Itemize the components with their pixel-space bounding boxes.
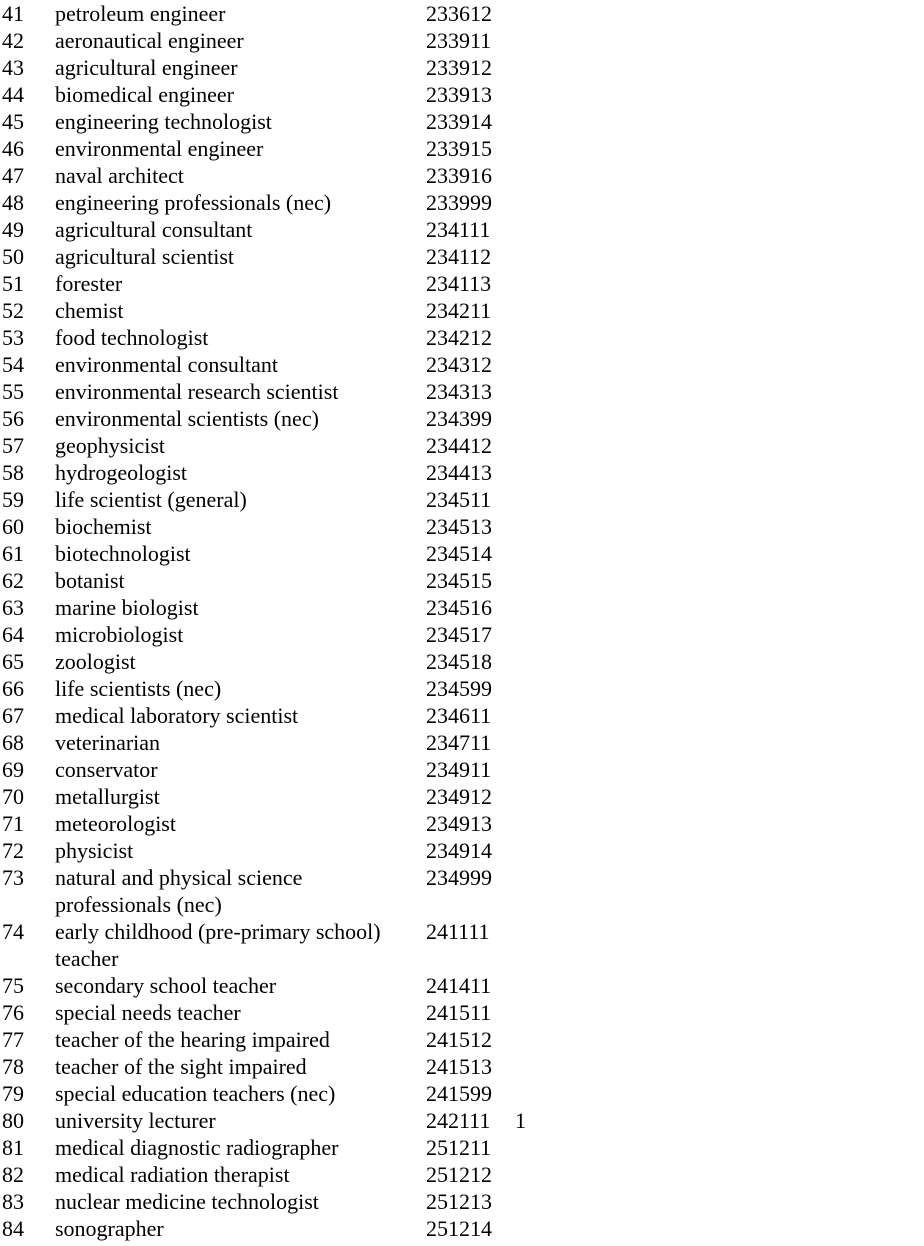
occupation-name [55, 486, 415, 513]
occupation-code: 234711 [426, 730, 492, 755]
table-row [0, 918, 924, 972]
occupation-code: 234913 [426, 811, 492, 836]
occupation-name [55, 216, 415, 243]
table-row [0, 351, 924, 378]
occupation-code: 234112 [426, 244, 492, 269]
row-number: 52 [2, 298, 24, 323]
row-number: 69 [2, 757, 24, 782]
row-number: 51 [2, 271, 24, 296]
table-row [0, 1053, 924, 1080]
occupation-name-line: natural and physical science [55, 865, 303, 890]
extra-marker: 1 [515, 1108, 526, 1133]
occupation-name-line: life scientist (general) [55, 487, 247, 512]
occupation-name [55, 810, 415, 837]
occupation-name [55, 0, 415, 27]
occupation-name-line: petroleum engineer [55, 1, 226, 26]
occupation-name [55, 405, 415, 432]
occupation-name [55, 594, 415, 621]
occupation-name-line: teacher of the hearing impaired [55, 1027, 330, 1052]
occupation-code: 233916 [426, 163, 492, 188]
row-number: 41 [2, 1, 24, 26]
occupation-code: 234399 [426, 406, 492, 431]
occupation-name [55, 270, 415, 297]
occupation-code: 234914 [426, 838, 492, 863]
row-number: 56 [2, 406, 24, 431]
occupation-name [55, 1161, 415, 1188]
table-row [0, 108, 924, 135]
occupation-name-line: zoologist [55, 649, 136, 674]
occupation-name-line: early childhood (pre-primary school) [55, 919, 381, 944]
table-row [0, 243, 924, 270]
occupation-name [55, 972, 415, 999]
occupation-code: 233911 [426, 28, 492, 53]
table-row [0, 297, 924, 324]
row-number: 53 [2, 325, 24, 350]
row-number: 59 [2, 487, 24, 512]
occupation-name-line: biomedical engineer [55, 82, 234, 107]
row-number: 78 [2, 1054, 24, 1079]
table-row [0, 513, 924, 540]
occupation-name-line: food technologist [55, 325, 209, 350]
table-row [0, 567, 924, 594]
occupation-code: 234513 [426, 514, 492, 539]
table-row [0, 756, 924, 783]
occupation-name-line: agricultural scientist [55, 244, 234, 269]
occupation-name [55, 1053, 415, 1080]
row-number: 61 [2, 541, 24, 566]
table-row [0, 1026, 924, 1053]
table-row [0, 594, 924, 621]
row-number: 84 [2, 1216, 24, 1241]
row-number: 75 [2, 973, 24, 998]
table-row [0, 189, 924, 216]
occupation-name [55, 729, 415, 756]
table-row [0, 999, 924, 1026]
row-number: 70 [2, 784, 24, 809]
row-number: 58 [2, 460, 24, 485]
occupation-code: 241111 [426, 919, 490, 944]
occupation-name-line: professionals (nec) [55, 892, 222, 917]
table-row [0, 1134, 924, 1161]
table-row [0, 972, 924, 999]
occupation-name [55, 1134, 415, 1161]
row-number: 47 [2, 163, 24, 188]
table-row [0, 216, 924, 243]
occupation-name-line: university lecturer [55, 1108, 216, 1133]
row-number: 44 [2, 82, 24, 107]
row-number: 45 [2, 109, 24, 134]
occupation-code: 234312 [426, 352, 492, 377]
occupation-name [55, 837, 415, 864]
row-number: 66 [2, 676, 24, 701]
occupation-name [55, 999, 415, 1026]
occupation-name-line: environmental research scientist [55, 379, 339, 404]
occupation-name [55, 243, 415, 270]
occupation-code: 234912 [426, 784, 492, 809]
occupation-name [55, 27, 415, 54]
table-row [0, 27, 924, 54]
row-number: 55 [2, 379, 24, 404]
occupation-name-line: meteorologist [55, 811, 176, 836]
occupation-name [55, 189, 415, 216]
row-number: 48 [2, 190, 24, 215]
row-number: 54 [2, 352, 24, 377]
occupation-name-line: botanist [55, 568, 125, 593]
occupation-code: 234211 [426, 298, 492, 323]
occupation-name-line: microbiologist [55, 622, 184, 647]
occupation-name [55, 783, 415, 810]
occupation-name-line: hydrogeologist [55, 460, 187, 485]
occupation-code: 233912 [426, 55, 492, 80]
occupation-name [55, 702, 415, 729]
occupation-name-line: naval architect [55, 163, 184, 188]
row-number: 79 [2, 1081, 24, 1106]
row-number: 62 [2, 568, 24, 593]
occupation-name-line: chemist [55, 298, 124, 323]
occupation-code: 234999 [426, 865, 492, 890]
occupation-name [55, 135, 415, 162]
occupation-name [55, 162, 415, 189]
table-row [0, 54, 924, 81]
occupation-name [55, 324, 415, 351]
occupation-name [55, 864, 415, 918]
occupation-code: 234212 [426, 325, 492, 350]
occupation-name-line: agricultural consultant [55, 217, 253, 242]
occupation-name-line: veterinarian [55, 730, 161, 755]
occupation-name [55, 540, 415, 567]
occupation-name [55, 297, 415, 324]
table-row [0, 324, 924, 351]
occupation-code: 242111 [426, 1108, 491, 1133]
occupation-name-line: secondary school teacher [55, 973, 277, 998]
occupation-name-line: engineering technologist [55, 109, 272, 134]
table-row [0, 783, 924, 810]
occupation-name-line: biotechnologist [55, 541, 191, 566]
occupation-code: 241411 [426, 973, 492, 998]
occupation-code: 233915 [426, 136, 492, 161]
row-number: 65 [2, 649, 24, 674]
table-row [0, 378, 924, 405]
occupation-name-line: medical laboratory scientist [55, 703, 299, 728]
row-number: 43 [2, 55, 24, 80]
occupation-name-line: teacher [55, 946, 119, 971]
occupation-code: 241513 [426, 1054, 492, 1079]
occupation-name [55, 351, 415, 378]
occupation-name-line: marine biologist [55, 595, 199, 620]
occupation-name [55, 918, 415, 972]
occupation-name-line: aeronautical engineer [55, 28, 244, 53]
occupation-code: 241512 [426, 1027, 492, 1052]
occupation-code: 251212 [426, 1162, 492, 1187]
row-number: 72 [2, 838, 24, 863]
occupation-name-line: life scientists (nec) [55, 676, 222, 701]
occupation-name-line: medical diagnostic radiographer [55, 1135, 339, 1160]
row-number: 83 [2, 1189, 24, 1214]
table-row [0, 864, 924, 918]
row-number: 49 [2, 217, 24, 242]
occupation-code: 234515 [426, 568, 492, 593]
occupation-code: 241511 [426, 1000, 492, 1025]
occupation-code: 234113 [426, 271, 492, 296]
occupation-name-line: medical radiation therapist [55, 1162, 290, 1187]
occupation-name [55, 432, 415, 459]
table-row [0, 1188, 924, 1215]
row-number: 71 [2, 811, 24, 836]
occupation-name [55, 1080, 415, 1107]
occupation-code: 233612 [426, 1, 492, 26]
occupation-name-line: environmental scientists (nec) [55, 406, 319, 431]
table-row [0, 810, 924, 837]
occupation-code: 233913 [426, 82, 492, 107]
occupation-name-line: nuclear medicine technologist [55, 1189, 319, 1214]
occupation-name [55, 378, 415, 405]
occupation-name-line: biochemist [55, 514, 152, 539]
occupation-name-line: teacher of the sight impaired [55, 1054, 307, 1079]
occupation-code: 234111 [426, 217, 491, 242]
row-number: 74 [2, 919, 24, 944]
occupation-name [55, 756, 415, 783]
occupation-name [55, 459, 415, 486]
occupation-name [55, 1215, 415, 1242]
occupation-name-line: agricultural engineer [55, 55, 238, 80]
table-row [0, 81, 924, 108]
occupation-code: 234514 [426, 541, 492, 566]
row-number: 68 [2, 730, 24, 755]
row-number: 81 [2, 1135, 24, 1160]
table-row [0, 1107, 924, 1134]
occupation-name [55, 54, 415, 81]
occupation-name-line: forester [55, 271, 123, 296]
row-number: 77 [2, 1027, 24, 1052]
table-row [0, 135, 924, 162]
occupation-name-line: sonographer [55, 1216, 164, 1241]
row-number: 82 [2, 1162, 24, 1187]
occupation-name-line: special education teachers (nec) [55, 1081, 336, 1106]
row-number: 63 [2, 595, 24, 620]
occupation-name [55, 513, 415, 540]
row-number: 73 [2, 865, 24, 890]
occupation-code: 233999 [426, 190, 492, 215]
row-number: 67 [2, 703, 24, 728]
table-row [0, 540, 924, 567]
table-row [0, 729, 924, 756]
table-row [0, 0, 924, 27]
table-row [0, 702, 924, 729]
occupation-code: 241599 [426, 1081, 492, 1106]
table-row [0, 1161, 924, 1188]
occupation-code: 234517 [426, 622, 492, 647]
occupation-name [55, 1107, 415, 1134]
occupation-name-line: engineering professionals (nec) [55, 190, 332, 215]
occupation-name [55, 621, 415, 648]
occupation-code: 234911 [426, 757, 492, 782]
occupation-name [55, 108, 415, 135]
occupation-code: 251211 [426, 1135, 492, 1160]
occupation-code: 233914 [426, 109, 492, 134]
table-row [0, 459, 924, 486]
occupation-name [55, 1026, 415, 1053]
occupation-code: 234518 [426, 649, 492, 674]
occupation-code: 234313 [426, 379, 492, 404]
occupation-name [55, 81, 415, 108]
row-number: 50 [2, 244, 24, 269]
occupation-name [55, 567, 415, 594]
table-row [0, 405, 924, 432]
occupation-code: 234516 [426, 595, 492, 620]
occupation-name-line: environmental consultant [55, 352, 278, 377]
occupation-name-line: special needs teacher [55, 1000, 241, 1025]
row-number: 64 [2, 622, 24, 647]
row-number: 42 [2, 28, 24, 53]
table-row [0, 837, 924, 864]
occupation-code: 234413 [426, 460, 492, 485]
table-row [0, 432, 924, 459]
table-row [0, 162, 924, 189]
table-row [0, 648, 924, 675]
table-row [0, 621, 924, 648]
table-row [0, 675, 924, 702]
row-number: 76 [2, 1000, 24, 1025]
occupation-code: 234611 [426, 703, 492, 728]
table-row [0, 486, 924, 513]
occupation-name [55, 675, 415, 702]
occupation-code: 251213 [426, 1189, 492, 1214]
table-row [0, 1215, 924, 1242]
occupation-name-line: physicist [55, 838, 134, 863]
occupation-code: 234412 [426, 433, 492, 458]
row-number: 46 [2, 136, 24, 161]
occupation-name [55, 1188, 415, 1215]
occupation-name-line: environmental engineer [55, 136, 264, 161]
occupation-name [55, 648, 415, 675]
table-row [0, 1080, 924, 1107]
occupation-name-line: geophysicist [55, 433, 165, 458]
row-number: 80 [2, 1108, 24, 1133]
table-row [0, 270, 924, 297]
occupation-code: 234599 [426, 676, 492, 701]
row-number: 57 [2, 433, 24, 458]
occupation-name-line: metallurgist [55, 784, 160, 809]
occupation-code: 251214 [426, 1216, 492, 1241]
occupation-code: 234511 [426, 487, 492, 512]
row-number: 60 [2, 514, 24, 539]
occupation-name-line: conservator [55, 757, 158, 782]
